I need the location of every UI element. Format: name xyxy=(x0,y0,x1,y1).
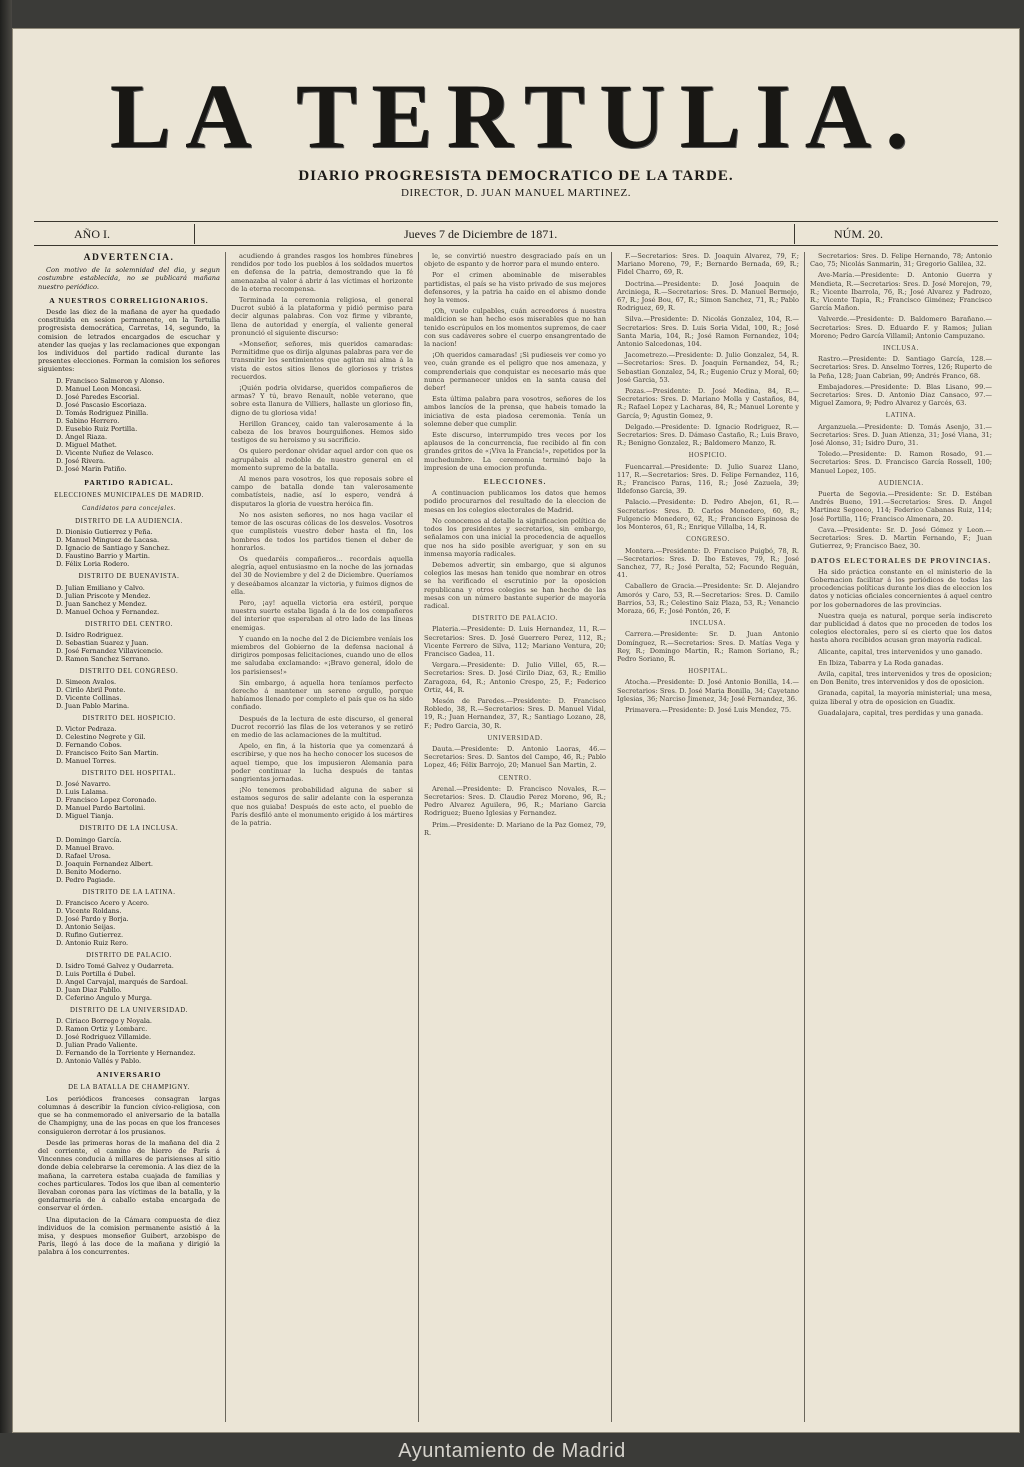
article-paragraph: Sin embargo, á aquella hora teníamos perfecto derecho á mantener un sereno orgullo, porque habíamos llenado por completo el país que os ha sido confiado. xyxy=(231,678,413,712)
district-list xyxy=(56,678,220,710)
election-entry: Arenal.—Presidente: D. Francisco Novales, R.—Secretarios: Sres. D. Claudio Perez Moreno, 96, R.; Pedro Alvarez Aguilera, 96, R.; Mariano Garcia Rodriguez; Bueno Iglesias y Fernandez. xyxy=(424,784,606,818)
list-item: D. Sabino Herrero. xyxy=(56,416,120,425)
election-entry: Prim.—Presidente: D. Mariano de la Paz Gomez, 79, R. xyxy=(424,820,606,837)
election-entry: Montera.—Presidente: D. Francisco Puigbó, 78, R.—Secretarios: Sres. D. Ibo Esteves, 79, R.; José Sanchez, 77, R.; José Peralta, 52; Facundo Reguán, 41. xyxy=(617,546,799,580)
election-entry: Silva.—Presidente: D. Nicolás Gonzalez, 104, R.—Secretarios: Sres. D. Luis Soria Vidal, 100, R.; José Santa Maria, 104, R.; José Ramon Fernandez, 104; Antonio Salcedonas, 104. xyxy=(617,315,799,349)
list-item: D. Manuel Bravo. xyxy=(56,843,115,852)
list-item: D. Angel Carvajal, marqués de Sardoal. xyxy=(56,978,188,987)
list-item: D. Simeon Avalos. xyxy=(56,678,117,687)
list-item: D. Manuel Pardo Bartolini. xyxy=(56,804,146,813)
district-caption: UNIVERSIDAD. xyxy=(487,734,543,742)
list-item: D. Tomás Rodriguez Pinilla. xyxy=(56,408,149,417)
article-paragraph: Esta última palabra para vosotros, señores de los ambos lancíos de la prensa, que habeis tomado la iniciativa de esta piadosa ceremonia. Tenía un solemne deber que cumplir. xyxy=(424,395,606,428)
list-item: D. Félix Loria Rodero. xyxy=(56,560,130,569)
elections-heading: ELECCIONES. xyxy=(483,477,547,487)
list-item: D. Francisco Feito San Martin. xyxy=(56,749,159,758)
election-entry: Valverde.—Presidente: D. Baldomero Barañano.—Secretarios: Sres. D. Eduardo F. y Ramos; Julian Moreno; Pedro García Villamil; Antonio Campuzano. xyxy=(810,315,992,340)
column-2 xyxy=(231,252,413,1422)
article-paragraph: le, se convirtió nuestro desgraciado país en un objeto de espanto y de horror para el mundo entero. xyxy=(424,252,606,269)
list-item: D. Cirilo Abril Ponte. xyxy=(56,686,126,695)
list-item: D. Manuel Torres. xyxy=(56,757,117,766)
article-paragraph: Por el crimen abominable de miserables partidistas, el país se ha visto privado de sus mejores defensores, y la patria ha caido en el abismo donde hoy la vemos. xyxy=(424,271,606,305)
correligionarios-text: Desde las diez de la mañana de ayer ha quedado constituida en sesion permanente, en la Tertulia progresista democrática, Carretas, 14, segundo, la comision de letrados encargados de escuchar y atender las quejas y las reclamaciones que expongan los individuos del partido radical durante las presentes elecciones. Forman la comision los señores siguientes: xyxy=(38,308,220,374)
election-entry: Dauta.—Presidente: D. Antonio Laoras, 46.—Secretarios: Sres. D. Santos del Campo, 46, R.; Pablo Lopez, 46; Félix Barrojo, 20; Manuel San Martin, 2. xyxy=(424,744,606,770)
archive-watermark: Ayuntamiento de Madrid xyxy=(398,1440,626,1462)
district-list xyxy=(56,528,220,568)
list-item: D. José Pardo y Borja. xyxy=(56,914,129,923)
elections-caption: ELECCIONES MUNICIPALES DE MADRID. xyxy=(54,491,204,499)
election-entry: F.—Secretarios: Sres. D. Joaquin Alvarez, 79, F.; Mariano Moreno, 79, F.; Bernardo Bernada, 69, R.; Fidel Charro, 69, R. xyxy=(617,252,799,277)
elections-paragraph: No conocemos al detalle la significacion política de todos los presidentes y secretarios, sin embargo, señalamos con una inicial la procedencia de aquellos que nos ha sido posible averiguar, y son en su inmensa mayoría radicales. xyxy=(424,516,606,558)
list-item: D. José Rodriguez Villamide. xyxy=(56,1033,152,1042)
list-item: D. Isidro Tomé Galvez y Oudarreta. xyxy=(56,962,174,971)
list-item: D. José Rivera. xyxy=(56,456,106,465)
article-paragraph: Y cuando en la noche del 2 de Diciembre veníais los miembros del Gobierno de la defensa nacional á dirigiros pomposas felicitaciones, cuando uno de ellos me saludaba exclamando: «¡Bravo general, ídolo de los parisienses!» xyxy=(231,634,413,676)
list-item: D. Vicente Collinas. xyxy=(56,694,122,703)
list-item: D. Juan Diaz Pabllo. xyxy=(56,986,122,995)
list-item: D. José Pascasio Escoriaza. xyxy=(56,400,147,409)
list-item: D. Ángel Riaza. xyxy=(56,432,108,441)
district-list xyxy=(56,836,220,884)
column-rule xyxy=(225,252,226,1422)
list-item: D. Francisco Salmeron y Alonso. xyxy=(56,376,165,385)
district-caption: HOSPICIO. xyxy=(688,452,728,460)
district-list xyxy=(56,725,220,765)
list-item: D. Manuel Leon Moncasi. xyxy=(56,384,142,393)
election-entry: Fuencarral.—Presidente: D. Julio Suarez Llano, 117, R.—Secretarios: Sres. D. Felipe Fernandez, 116, R.; Francisco Paras, 116, R.; José Zazuela, 39; Ildefonso Garcia, 39. xyxy=(617,462,799,496)
article-columns xyxy=(34,252,998,1422)
anniversary-paragraph: Desde las primeras horas de la mañana del dia 2 del corriente, el camino de hierro de París á Vincennes conducia á millares de parisienses al sitio donde debia celebrarse la ceremonia. A las diez de la mañana, la carretera estaba cuajada de familias y coches particulares. Todos los que iban al cementerio llevaban coronas para las víctimas de la batalla, y la gendarmería de á caballo estaba encargada de conservar el órden. xyxy=(38,1138,220,1213)
list-item: D. Luis Portilla é Dubel. xyxy=(56,970,136,979)
book-binding xyxy=(0,0,12,1467)
provinces-paragraph: Guadalajara, capital, tres perdidas y una ganada. xyxy=(818,708,984,717)
list-item: D. Dionisio Gutierrez y Peña. xyxy=(56,528,153,537)
election-entry: Mesón de Paredes.—Presidente: D. Francisco Robledo, 38, R.—Secretarios: Sres. D. Manuel Vidal, 19, R.; Juan Hernandez, 37, R.; Santiago Lozano, 28, F.; Pedro Garcia, 30, R. xyxy=(424,696,606,730)
district-caption: CONGRESO. xyxy=(686,536,730,544)
elections-paragraph: A continuacion publicamos los datos que hemos podido procurarnos del resultado de la eleccion de mesas en los colegios electorales de Madrid. xyxy=(424,489,606,514)
article-paragraph: Al menos para vosotros, los que reposais sobre el campo de batalla donde tan valerosamente combatísteis, nadie, así lo espero, vendrá á disputaros la gloria de vuestra heróica fin. xyxy=(231,475,413,508)
provinces-paragraph: En Ibiza, Tabarra y La Roda ganadas. xyxy=(818,658,944,667)
list-item: D. Pedro Pagiade. xyxy=(56,875,116,884)
district-caption: DISTRITO DE LA AUDIENCIA. xyxy=(75,518,183,526)
election-entry: Delgado.—Presidente: D. Ignacio Rodriguez, R.—Secretarios: Sres. D. Dámaso Castaño, R.; Luis Bravo, R.; Benigno Gonzalez, R.; Baldomero Manzo, R. xyxy=(617,422,799,448)
provinces-heading: DATOS ELECTORALES DE PROVINCIAS. xyxy=(810,555,992,565)
list-item: D. Julian Priscote y Mendez. xyxy=(56,591,151,600)
district-caption: DISTRITO DEL HOSPICIO. xyxy=(82,715,176,723)
info-separator xyxy=(794,224,795,244)
list-item: D. José Fernandez Villavicencio. xyxy=(56,646,163,655)
election-entry: Arganzuela.—Presidente: D. Tomás Asenjo, 31.—Secretarios: Sres. D. Juan Atienza, 31; José Viana, 31; José Alonso, 31; Isidro Duro, 31. xyxy=(810,422,992,448)
list-item: D. Fernando de la Torriente y Hernandez. xyxy=(56,1049,196,1058)
election-entry: Ave-María.—Presidente: D. Antonio Guerra y Mendieta, R.—Secretarios: Sres. D. José Morejon, 79, R.; Vicente Ibarrola, 76, R.; José Alvarez y Padrozo, R.; Vicente Tapia, R.; Francisco Giménez; Francisco García Mañon. xyxy=(810,271,992,313)
candidates-caption: Candidatos para concejales. xyxy=(81,505,177,513)
list-item: D. Joaquin Fernandez Albert. xyxy=(56,859,153,868)
column-rule xyxy=(418,252,419,1422)
article-paragraph: Después de la lectura de este discurso, el general Ducrot recorrió las filas de los veteranos y se retiró en medio de las aclamaciones de la multitud. xyxy=(231,714,413,739)
district-caption: DISTRITO DE LA INCLUSA. xyxy=(79,825,179,833)
district-caption: AUDIENCIA. xyxy=(878,479,924,487)
list-item: D. Fernando Cobos. xyxy=(56,741,122,750)
correligionarios-heading: A NUESTROS CORRELIGIONARIOS. xyxy=(49,295,209,305)
list-item: D. José Navarro. xyxy=(56,780,111,789)
election-entry: Atocha.—Presidente: D. José Antonio Bonilla, 14.—Secretarios: Sres. D. José Maria Bonilla, 34; Cayetano Iglesias, 36; Narciso Jimenez, 34; José Fernandez, 36. xyxy=(617,678,799,703)
district-caption: INCLUSA. xyxy=(690,620,726,628)
provinces-paragraph: Ha sido práctica constante en el ministerio de la Gobernacion facilitar á los periódicos de todas las procedencias políticas durante los dias de eleccion los datos y noticias oficiales concernientes á aquel centro por los gobernadores de las provincias. xyxy=(810,567,992,609)
anniversary-paragraph: Una diputacion de la Cámara compuesta de diez individuos de la comision permanente asistió á la misa, y despues monseñor Guibert, arzobispo de París, llegó á las doce de la mañana y dirigió la palabra á los concurrentes. xyxy=(38,1215,220,1257)
district-caption: CENTRO. xyxy=(498,774,532,782)
election-entry: Palacio.—Presidente: D. Pedro Abejon, 61, R.—Secretarios: Sres. D. Carlos Monedero, 60, R.; Fulgencio Monedero, 62, R.; Francisco Espinosa de los Monteros, 61, R.; Enrique Villalba, 14, R. xyxy=(617,498,799,532)
issue-number: NÚM. 20. xyxy=(834,227,884,241)
list-item: D. José Paredes Escorial. xyxy=(56,392,140,401)
article-paragraph: Este discurso, interrumpido tres veces por los aplausos de la concurrencia, fue recibido al fin con grandes gritos de «¡Viva la Francia!», repetidos por la muchedumbre. La ceremonia terminó bajo la impresion de una emocion profunda. xyxy=(424,431,606,472)
provinces-paragraph: Avila, capital, tres intervenidos y tres de oposicion; en Don Benito, tres intervenidos y dos de oposicion. xyxy=(810,669,992,687)
list-item: D. Rafael Urosa. xyxy=(56,851,111,860)
header-rule-bottom xyxy=(34,245,998,246)
list-item: D. Domingo García. xyxy=(56,835,122,844)
list-item: D. Miguel Tianja. xyxy=(56,812,114,821)
newspaper-subtitle: DIARIO PROGRESISTA DEMOCRATICO DE LA TARDE. xyxy=(298,168,734,184)
list-item: D. Francisco Acero y Acero. xyxy=(56,898,149,907)
election-entry: Secretarios: Sres. D. Felipe Hernando, 78; Antonio Cao, 75; Nicolás Sanmarin, 31; Gregorio Galilea, 32. xyxy=(810,252,992,269)
list-item: D. Francisco Lopez Coronado. xyxy=(56,796,157,805)
elections-paragraph: Debemos advertir, sin embargo, que si algunos colegios las mesas han tenido que nombrar en otros se ha verificado el escrutinio por la oposicion republicana y otros colegios se han hecho de las mesas con un número bastante superior de mayoría radical. xyxy=(424,560,606,610)
list-item: D. Manuel Minguez de Lacasa. xyxy=(56,536,160,545)
district-list xyxy=(56,899,220,947)
list-item: D. Juan Sanchez y Mendez. xyxy=(56,599,147,608)
list-item: D. Vicente Nuñez de Velasco. xyxy=(56,448,154,457)
district-caption: HOSPITAL. xyxy=(688,668,728,676)
district-list xyxy=(56,962,220,1002)
article-paragraph: «Monseñor, señores, mis queridos camaradas: Permitidme que os dirija algunas palabras para ver de transmitir los sentimientos que agitan mi alma á la vista de estos sitios llenos de gloriosos y tristes recuerdos. xyxy=(231,340,413,381)
lawyers-list xyxy=(56,377,220,473)
election-entry: Jacometrezo.—Presidente: D. Julio Gonzalez, 54, R.—Secretarios: Sres. D. Joaquin Fernandez, 54, R.; Sebastian Gonzalez, 54, R.; Eugenio Cruz y Moral, 60; José Garcia, 53. xyxy=(617,351,799,384)
district-caption: DISTRITO DEL CONGRESO. xyxy=(79,667,179,675)
column-1 xyxy=(38,252,220,1422)
article-paragraph: ¡Quién podria olvidarse, queridos compañeros de armas? Y tú, bravo Renault, noble veterano, que sobre esta llanura de Villiers, hallaste un glorioso fin, digno de tu gloriosa vida! xyxy=(231,384,413,417)
district-caption: INCLUSA. xyxy=(883,345,919,353)
list-item: D. Sebastian Suarez y Juan. xyxy=(56,638,149,647)
article-paragraph: Herillon Grancey, caido tan valerosamente á la cabeza de los bravos bourguiñones. Hemos sido testigos de su heroismo y su sacrificio. xyxy=(231,419,413,445)
district-list xyxy=(56,1017,220,1065)
district-caption: DISTRITO DEL CENTRO. xyxy=(84,620,174,628)
article-paragraph: ¡Oh, vuelo culpables, cuán acreedores á nuestra maldicion se han hecho esos miserables que no han tenido escrúpulos en los momentos supremos, de caer con sus cadáveres sobre el cuerpo ensangrentado de la nacion! xyxy=(424,307,606,349)
column-rule xyxy=(804,252,805,1422)
election-entry: Plateria.—Presidente: D. Luis Hernandez, 11, R.—Secretarios: Sres. D. José Guerrero Perez, 112, R.; Vicente Ferrero de Silva, 112; Mariano Ventura, 20; Francisco Gadea, 11. xyxy=(424,625,606,658)
election-entry: Caballero de Gracia.—Presidente: Sr. D. Alejandro Amorós y Caro, 53, R.—Secretarios: Sres. D. Camilo Barrios, 53, R.; Celestino Saiz Plaza, 53, R.; Venancio Moraza, 66, F.; José Pontón, 26, F. xyxy=(617,582,799,615)
header-rule-top xyxy=(34,221,998,222)
list-item: D. Julian Prado Valiente. xyxy=(56,1041,138,1050)
election-entry: Embajadores.—Presidente: D. Blas Lisano, 99.—Secretarios: Sres. D. Antonio Diaz Cansaco, 97.—Miguel Zamora, 9; Pedro Alvarez y Garcés, 63. xyxy=(810,382,992,408)
list-item: D. Celestino Negrete y Gil. xyxy=(56,733,146,742)
district-caption: DISTRITO DE LA LATINA. xyxy=(82,888,176,896)
article-paragraph: Os quedaréis compañeros... recordais aquella alegría, aquel entusiasmo en la noche de las jornadas del 30 de Noviembre y del 2 de Diciembre. Queríamos y deseábamos alcanzar la victoria, y fuimos dignos de ella. xyxy=(231,554,413,596)
district-list xyxy=(56,631,220,663)
article-paragraph: Pero, ¡ay! aquella victoria era estéril, porque nuestra suerte estaba ligada á la de los compañeros del interior que esperaban al otro lado de las líneas enemigas. xyxy=(231,598,413,632)
list-item: D. Vicente Roldans. xyxy=(56,906,122,915)
list-item: D. Isidro Rodriguez. xyxy=(56,630,124,639)
list-item: D. Benito Moderno. xyxy=(56,867,122,876)
issue-info-bar xyxy=(34,224,998,244)
anniversary-heading: ANIVERSARIO xyxy=(96,1070,162,1080)
district-caption: DISTRITO DE PALACIO. xyxy=(86,951,172,959)
list-item: D. José Marin Patiño. xyxy=(56,464,127,473)
election-entry: Doctrina.—Presidente: D. José Joaquin de Arciniega, R.—Secretarios: Sres. D. Manuel Bermejo, 67, R.; José Bou, 67, R.; Simon Sanchez, 71, R.; Pablo Rodriguez, 69, R. xyxy=(617,279,799,313)
election-entry: Toledo.—Presidente: D. Ramon Rosado, 91.—Secretarios: Sres. D. Francisco García Rossell, 100; Manuel Lopez, 105. xyxy=(810,450,992,475)
info-separator xyxy=(194,224,195,244)
list-item: D. Antonio Vallés y Pablo. xyxy=(56,1057,142,1066)
election-entry: Vergara.—Presidente: D. Julio Villel, 65, R.—Secretarios: Sres. D. José Cirilo Diaz, 63, R.; Emilio Zaragoza, 64, R.; Antonio Crespo, 25, F.; Federico Ortiz, 44, R. xyxy=(424,661,606,694)
provinces-paragraph: Alicante, capital, tres intervenidos y uno ganado. xyxy=(818,647,983,656)
district-list xyxy=(56,780,220,820)
issue-date: Jueves 7 de Diciembre de 1871. xyxy=(404,227,558,241)
advert-heading: ADVERTENCIA. xyxy=(83,253,175,263)
list-item: D. Juan Pablo Marina. xyxy=(56,702,130,711)
article-paragraph: Apelo, en fin, á la historia que ya comenzará á escribirse, y que nos ha hecho conocer los sucesos de aquel tiempo, que los impusieron Alemania para poder continuar la lucha después de tantas sangrientas jornadas. xyxy=(231,742,413,783)
list-item: D. Victor Pedraza. xyxy=(56,725,117,734)
article-paragraph: ¡No tenemos probabilidad alguna de saber si estamos seguros de salir adelante con la esperanza que nos guiaba! Después de este acto, el pueblo de París desfiló ante el monumento erigido á los mártires de la patria. xyxy=(231,786,413,827)
column-3 xyxy=(424,252,606,1422)
column-rule xyxy=(611,252,612,1422)
advert-text: Con motivo de la solemnidad del dia, y segun costumbre establecida, no se publicará mañana nuestro periódico. xyxy=(38,266,220,291)
masthead xyxy=(12,65,1020,199)
column-4 xyxy=(617,252,799,1422)
election-entry: Primavera.—Presidente: D. José Luis Mendez, 75. xyxy=(625,705,792,714)
newspaper-director: DIRECTOR, D. JUAN MANUEL MARTINEZ. xyxy=(401,187,631,199)
list-item: D. Luis Lalama. xyxy=(56,788,109,797)
newspaper-page xyxy=(12,28,1020,1433)
provinces-paragraph: Granada, capital, la mayoría ministerial; una mesa, quiza liberal y otra de oposicion en Guadix. xyxy=(810,689,992,706)
list-item: D. Faustino Barrio y Martin. xyxy=(56,552,151,561)
election-entry: Cava.—Presidente: Sr. D. José Gómez y Leon.—Secretarios: Sres. D. Martin Fernando, F.; Juan Gutierrez, 9; Francisco Baez, 30. xyxy=(810,525,992,551)
district-caption: DISTRITO DE BUENAVISTA. xyxy=(78,573,180,581)
list-item: D. Antonio Seijas. xyxy=(56,922,116,931)
article-paragraph: Os quiero perdonar olvidar aquel ardor con que os agrupábais al redoble de nuestro general en el momento supremo de la batalla. xyxy=(231,447,413,472)
anniversary-paragraph: Los periódicos franceses consagran largas columnas á describir la funcion cívico-religiosa, con que se ha conmemorado el aniversario de la batalla de Champigny, una de las pocas en que los franceses consiguieron derrotar á los prusianos. xyxy=(38,1094,220,1136)
newspaper-title: LA TERTULIA. xyxy=(109,65,923,167)
article-paragraph: Terminada la ceremonia religiosa, el general Ducrot subió á la plataforma y pidió permiso para decir algunas palabras. Con voz firme y vibrante, llena de autoridad y energía, el valiente general pronunció el siguiente discurso: xyxy=(231,296,413,337)
list-item: D. Ciriaco Borrego y Noyala. xyxy=(56,1017,153,1026)
list-item: D. Ramon Sanchez Serrano. xyxy=(56,654,150,663)
election-entry: Pozas.—Presidente: D. José Medina, 84, R.—Secretarios: Sres. D. Mariano Molla y Castaños, 84, R.; Rafael Lopez y Lacharas, 84, R.; Manuel Lorente y García, 9; Agustin Gomez, 9. xyxy=(617,387,799,420)
district-caption: LATINA. xyxy=(885,412,917,420)
issue-year: AÑO I. xyxy=(74,227,110,241)
list-item: D. Ignacio de Santiago y Sanchez. xyxy=(56,544,170,553)
list-item: D. Rufino Gutierrez. xyxy=(56,930,124,939)
list-item: D. Ceferino Angulo y Murga. xyxy=(56,994,152,1003)
article-paragraph: No nos asisten señores, no nos haga vacilar el temor de las oscuras cólicas de los desvelos. Vosotros que cumplisteis vuestro deber hasta el fin, los hombres de todos los partidos tienen el deber de honrarlos. xyxy=(231,510,413,552)
election-entry: Puerta de Segovia.—Presidente: Sr. D. Estéban Andrés Bueno, 191.—Secretarios: Sres. D. Ángel Martinez Segoeco, 114; Federico Cabanas Ruiz, 114; José Portilla, 116; Francisco Almenara, 20. xyxy=(810,490,992,523)
district-caption: DISTRITO DEL HOSPITAL. xyxy=(81,770,177,778)
anniversary-subheading: DE LA BATALLA DE CHAMPIGNY. xyxy=(68,1084,190,1092)
election-entry: Carrera.—Presidente: Sr. D. Juan Antonio Domínguez, R.—Secretarios: Sres. D. Matías Vega y Rey, R.; Domingo Martin, R.; Ramon Soriano, R.; Pedro Soriano, R. xyxy=(617,630,799,663)
column-5 xyxy=(810,252,992,1422)
district-caption: DISTRITO DE LA UNIVERSIDAD. xyxy=(69,1007,189,1015)
article-paragraph: acudiendo á grandes rasgos los hombres fúnebres rendidos por todo los pueblos á los soldados muertos en defensa de la patria, demostrando que la fé amenazaba al valor á abrir á las víctimas el horizonte de la eterna recompensa. xyxy=(231,252,413,293)
article-paragraph: ¡Oh queridos camaradas! ¡Si pudieseis ver como yo veo, cuán grande es el peligro que nos amenaza, y comprenderiais que conquistar es necesario más que nunca permanecer unidos en la santa causa del deber! xyxy=(424,351,606,393)
list-item: D. Miguel Mathet. xyxy=(56,440,117,449)
list-item: D. Manuel Ochoa y Fernandez. xyxy=(56,607,160,616)
party-heading: PARTIDO RADICAL. xyxy=(84,477,174,487)
list-item: D. Julian Emiliano y Calvo. xyxy=(56,583,145,592)
provinces-paragraph: Nuestra queja es natural, porque sería indiscreto dar publicidad á datos que no proceden de todos los colegios electorales, pero sí es cierto que los datos hasta ahora recibidos acusan gran mayoría radical. xyxy=(810,611,992,645)
list-item: D. Antonio Ruiz Rero. xyxy=(56,938,129,947)
election-entry: Rastro.—Presidente: D. Santiago García, 128.—Secretarios: Sres. D. Anselmo Torres, 126; Ruperto de la Peña, 128; Juan Cabrian, 99; Andrés Franco, 68. xyxy=(810,355,992,380)
district-caption: DISTRITO DE PALACIO. xyxy=(472,615,558,623)
list-item: D. Eusebio Ruiz Portilla. xyxy=(56,424,138,433)
list-item: D. Ramon Ortiz y Lombarc. xyxy=(56,1025,148,1034)
district-list xyxy=(56,584,220,616)
